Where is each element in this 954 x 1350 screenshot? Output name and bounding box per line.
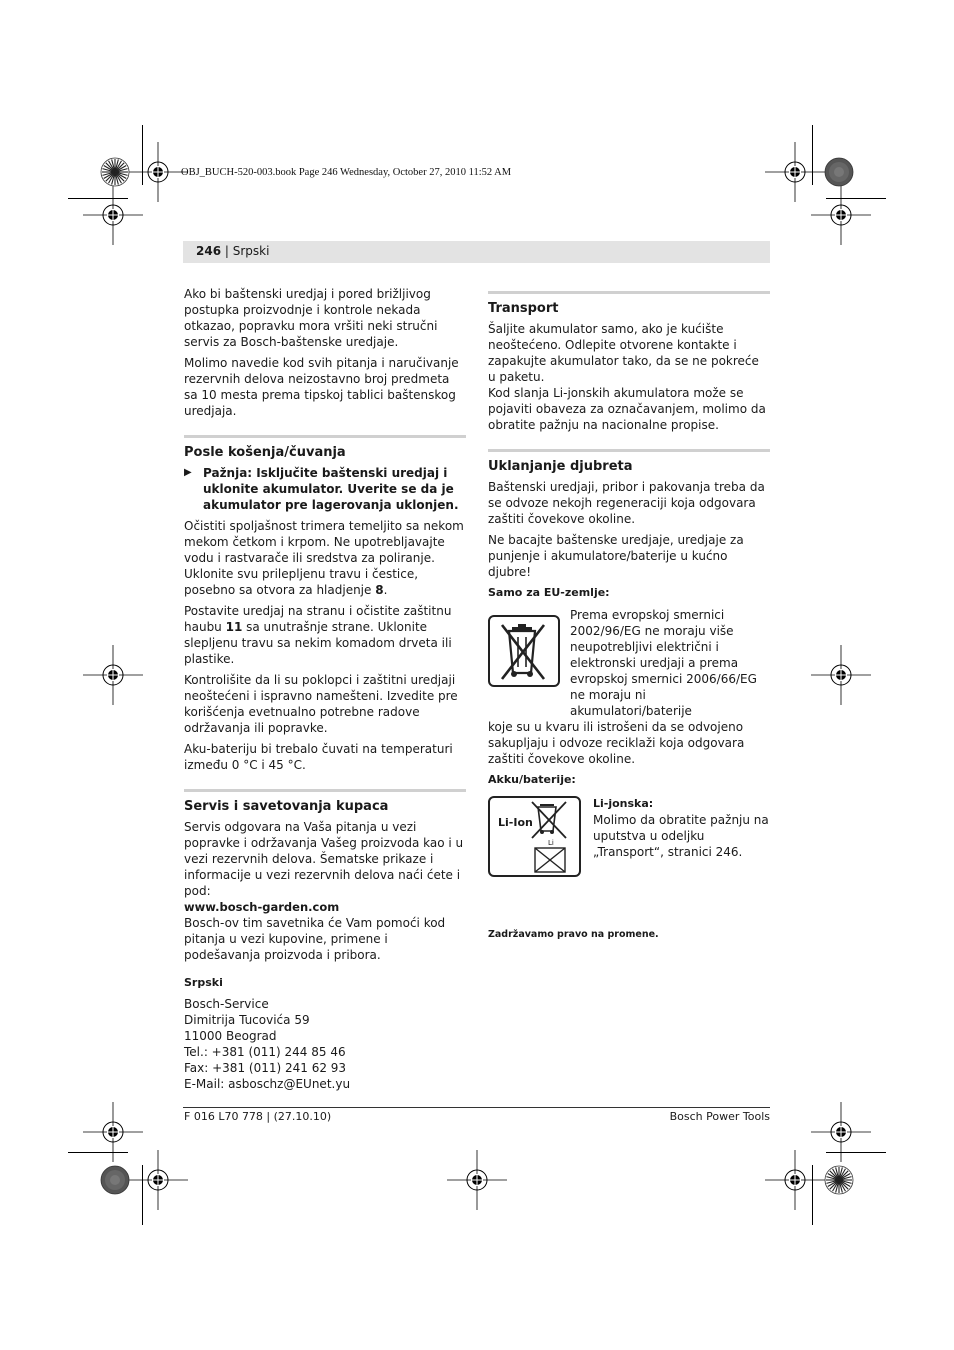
crosshair-mark-icon: [811, 185, 871, 245]
eu-side-text: Prema evropskoj smernici 2002/96/EG ne moraju više neupotrebljivi električni i elektronski uredjaji a prema evropskoj smernici 2006/66/EG ne moraju ni akumulatori/baterije: [570, 608, 757, 718]
crop-line: [812, 1165, 813, 1225]
eu-heading: Samo za EU-zemlje:: [488, 586, 610, 599]
servis-paragraph-2: Bosch-ov tim savetnika će Vam pomoći kod pitanja u vezi kupovine, primene i podešavanja proizvoda i pribora.: [184, 916, 446, 962]
section-rule: [184, 789, 466, 792]
crosshair-mark-icon: [447, 1150, 507, 1210]
contact-block: [184, 996, 466, 1092]
contact-line: Dimitrija Tucovića 59: [184, 1013, 310, 1027]
color-target-icon: [100, 157, 130, 187]
intro-paragraph-1: Ako bi baštenski uredjaj i pored brižljivog postupka proizvodnje i kontrole nekada otkazao, popravku mora vršiti neki stručni servis za Bosch-baštenske uredjaje.: [184, 287, 438, 349]
akku-block: [488, 796, 770, 877]
page-header: [196, 244, 269, 258]
section-title-uklanjanje: Uklanjanje djubreta: [488, 459, 633, 474]
contact-line: Tel.: +381 (011) 244 85 46: [184, 1045, 346, 1059]
header-separator: |: [221, 244, 233, 258]
warning-text: Pažnja: Isključite baštenski uredjaj i uklonite akumulator. Uverite se da je akumulator pre lagerovanja uklonjen.: [203, 466, 459, 512]
posle-paragraph-3: Kontrolišite da li su poklopci i zaštitni uredjaji neoštećeni i ispravno namešteni. Izvedite pre korišćenja evetnualno potrebne radove održavanja ili popravke.: [184, 673, 458, 735]
section-rule: [184, 435, 466, 438]
print-header: OBJ_BUCH-520-003.book Page 246 Wednesday, October 27, 2010 11:52 AM: [181, 167, 512, 178]
page-header-bar: [183, 241, 770, 263]
uklanjanje-paragraph-2: Ne bacajte baštenske uredjaje, uredjaje za punjenje i akumulatore/baterije u kućno djubre!: [488, 533, 744, 579]
right-column: [488, 291, 770, 948]
contact-email: E-Mail: asboschz@EUnet.yu: [184, 1077, 351, 1091]
crosshair-mark-icon: [83, 645, 143, 705]
section-title-servis: Servis i savetovanja kupaca: [184, 799, 389, 814]
servis-url: www.bosch-garden.com: [184, 900, 340, 914]
weee-bin-icon: [488, 615, 560, 687]
section-title-posle: Posle košenja/čuvanja: [184, 445, 346, 460]
color-target-icon: [824, 1165, 854, 1195]
footer-rule: [183, 1107, 770, 1108]
lijonska-text: Molimo da obratite pažnju na uputstva u odeljku „Transport“, stranici 246.: [593, 813, 769, 859]
header-language: Srpski: [232, 244, 270, 258]
reserve-note: Zadržavamo pravo na promene.: [488, 929, 659, 940]
transport-paragraph-2: Kod slanja Li-jonskih akumulatora može se pojaviti obaveza za označavanjem, molimo da obratite pažnju na nacionalne propise.: [488, 386, 766, 432]
color-target-icon: [824, 157, 854, 187]
crop-line: [68, 198, 128, 199]
li-ion-battery-icon: [488, 796, 581, 877]
li-ion-label: Li-Ion: [498, 816, 533, 829]
page-number: 246: [196, 244, 222, 258]
contact-line: Fax: +381 (011) 241 62 93: [184, 1061, 347, 1075]
warning-bullet: [184, 465, 466, 513]
section-rule: [488, 291, 770, 294]
crosshair-mark-icon: [811, 645, 871, 705]
crop-line: [142, 1165, 143, 1225]
footer-brand: Bosch Power Tools: [669, 1110, 770, 1123]
arrow-bullet-icon: ▶: [184, 467, 192, 478]
color-target-icon: [100, 1165, 130, 1195]
contact-line: Bosch-Service: [184, 997, 269, 1011]
footer-doc-number: F 016 L70 778 | (27.10.10): [184, 1110, 332, 1123]
section-title-transport: Transport: [488, 301, 559, 316]
section-rule: [488, 449, 770, 452]
crosshair-mark-icon: [765, 1150, 825, 1210]
intro-paragraph-2: Molimo navedie kod svih pitanja i naručivanje rezervnih delova neizostavno broj predmeta sa 10 mesta prema tipskoj tablici baštenskog uredjaja.: [184, 356, 459, 418]
posle-paragraph-1: Očistiti spoljašnost trimera temeljito sa nekom mekom četkom i krpom. Ne upotrebljavajte vodu i rastvarače ili sredstva za poliranje. Uklonite svu prilepljenu travu i čestice, posebno sa otvora za hladjenje 8.: [184, 519, 464, 597]
crop-line: [826, 198, 886, 199]
posle-paragraph-2: Postavite uredjaj na stranu i očistite zaštitnu haubu 11 sa unutrašnje strane. Uklonite slepljenu travu sa nekim komadom drveta ili plastike.: [184, 604, 452, 666]
crosshair-mark-icon: [83, 185, 143, 245]
contact-line: 11000 Beograd: [184, 1029, 277, 1043]
crop-line: [812, 125, 813, 185]
uklanjanje-paragraph-1: Baštenski uredjaji, pribor i pakovanja treba da se odvoze nekojh regeneraciji koja odgovara zaštiti čovekove okoline.: [488, 480, 765, 526]
transport-paragraph: Šaljite akumulator samo, ako je kućište neoštećeno. Odlepite otvorene kontakte i zapakujte akumulator tako, da se ne pokreće u paketu.: [488, 322, 759, 384]
lijonska-heading: Li-jonska:: [593, 797, 654, 810]
eu-block: [488, 607, 770, 719]
crop-line: [142, 125, 143, 185]
servis-paragraph-1: Servis odgovara na Vaša pitanja u vezi popravke i održavanja Vašeg proizvoda kao i u vezi rezervnih delova. Šematske prikaze i informacije u vezi rezervnih delova naći ćete i pod:: [184, 820, 464, 898]
left-column: [184, 286, 466, 1092]
akku-heading: Akku/baterije:: [488, 773, 576, 786]
crosshair-mark-icon: [128, 1150, 188, 1210]
li-small-label: Li: [548, 839, 554, 847]
crop-line: [68, 1152, 128, 1153]
crop-line: [826, 1152, 886, 1153]
lijonska-block: [593, 796, 770, 877]
posle-paragraph-4: Aku-bateriju bi trebalo čuvati na temperaturi između 0 °C i 45 °C.: [184, 742, 453, 772]
eu-full-text: koje su u kvaru ili istrošeni da se odvojeno sakupljaju i odvoze reciklaži koja odgovara zaštiti čovekove okoline.: [488, 720, 745, 766]
contact-heading: Srpski: [184, 976, 223, 989]
